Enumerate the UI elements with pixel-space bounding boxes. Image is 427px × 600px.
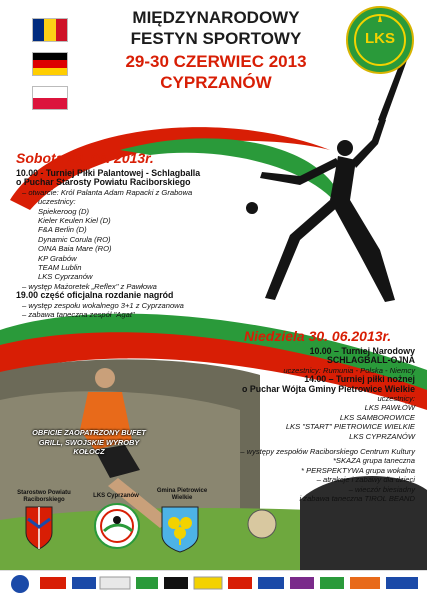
event-place: CYPRZANÓW xyxy=(160,73,272,92)
team-item: TEAM Lublin xyxy=(38,263,82,273)
lks-badge-text: LKS xyxy=(365,30,395,47)
team-item: F&A Berlin (D) xyxy=(38,225,87,235)
team-item: LKS "START" PIETROWICE WIELKIE xyxy=(285,422,415,432)
saturday-heading: Sobota 29. 06. 2013r. xyxy=(16,150,154,166)
catering-line: OBFICIE ZAOPATRZONY BUFET xyxy=(32,428,146,437)
sunday-heading: Niedziela 30. 06.2013r. xyxy=(244,328,392,344)
program-line: 10.00 – Turniej Narodowy xyxy=(309,346,415,356)
logo-caption-lks: LKS Cyprzanów xyxy=(93,493,139,499)
team-item: LKS PAWŁÓW xyxy=(364,403,415,413)
headline-line2: FESTYN SPORTOWY xyxy=(130,29,302,48)
team-item: LKS Cyprzanów xyxy=(38,272,93,282)
program-line: – zabawa taneczna zespół "Agat" xyxy=(22,310,135,320)
program-line: 10.00 - Turniej Piłki Palantowej - Schlagballa xyxy=(16,168,201,178)
program-line: *SKAZA grupa taneczna xyxy=(332,456,415,466)
team-item: LKS CYPRZANÓW xyxy=(349,431,415,441)
saturday-program xyxy=(16,169,276,320)
program-line: i zabawa taneczna TIROL BEAND xyxy=(299,494,415,504)
program-line: uczestnicy: Rumunia - Polska - Niemcy xyxy=(283,365,415,375)
powiat-crest-icon xyxy=(24,505,54,551)
program-line: 14.00 – Turniej piłki nożnej xyxy=(304,374,415,385)
lks-cyprzanow-icon xyxy=(94,503,140,549)
program-line: – występy zespołów Raciborskiego Centrum Kultury xyxy=(240,447,415,457)
program-line: uczestnicy: xyxy=(377,394,415,404)
program-line: 19.00 część oficjalna rozdanie nagród xyxy=(16,290,174,301)
program-line: – występ Mażoretek „Reflex" z Pawłowa xyxy=(22,281,157,291)
team-item: Kieler Keulen Kiel (D) xyxy=(38,216,111,226)
logo-caption-powiat: Starostwo Powiatu Raciborskiego xyxy=(17,490,71,503)
romania-flag xyxy=(32,18,68,42)
program-line: * PERSPEKTYWA grupa wokalna xyxy=(301,465,415,475)
sponsor-strip xyxy=(0,570,427,600)
logo-caption-gmina: Gmina Pietrowice Wielkie xyxy=(156,488,208,501)
team-item: Dynamic Corula (RO) xyxy=(38,234,111,244)
program-line: – otwarcie: Król Palanta Adam Rapacki z Grabowa xyxy=(22,187,193,197)
catering-line: GRILL, SWOJSKIE WYROBY xyxy=(38,437,140,447)
germany-flag xyxy=(32,52,68,76)
program-line: – występ zespołu wokalnego 3+1 z Cyprzanowa xyxy=(22,300,184,310)
program-line: – atrakcje i zabawy dla dzieci xyxy=(316,475,415,485)
lks-badge-icon xyxy=(346,6,414,74)
headline-line1: MIĘDZYNARODOWY xyxy=(132,8,300,27)
program-line: SCHLAGBALL-OJNA xyxy=(327,355,415,366)
poland-flag xyxy=(32,86,68,110)
program-line: – wieczór biesiadny xyxy=(348,484,415,494)
event-dates: 29-30 CZERWIEC 2013 xyxy=(125,52,307,71)
team-item: LKS SAMBOROWICE xyxy=(339,412,415,422)
sponsor-logos-icon xyxy=(0,571,427,600)
program-line: o Puchar Wójta Gminy Pietrowice Wielkie xyxy=(242,383,415,394)
team-item: KP Grabów xyxy=(38,253,77,263)
catering-line: KOŁOCZ xyxy=(73,447,105,456)
sunday-program xyxy=(165,347,415,504)
catering-info xyxy=(14,428,164,457)
gmina-clover-icon xyxy=(160,505,200,553)
team-item: Spiekeroog (D) xyxy=(38,206,90,216)
team-item: OINA Baia Mare (RO) xyxy=(38,244,112,254)
program-line: o Puchar Starosty Powiatu Raciborskiego xyxy=(16,177,191,188)
program-line: uczestnicy: xyxy=(38,197,76,207)
